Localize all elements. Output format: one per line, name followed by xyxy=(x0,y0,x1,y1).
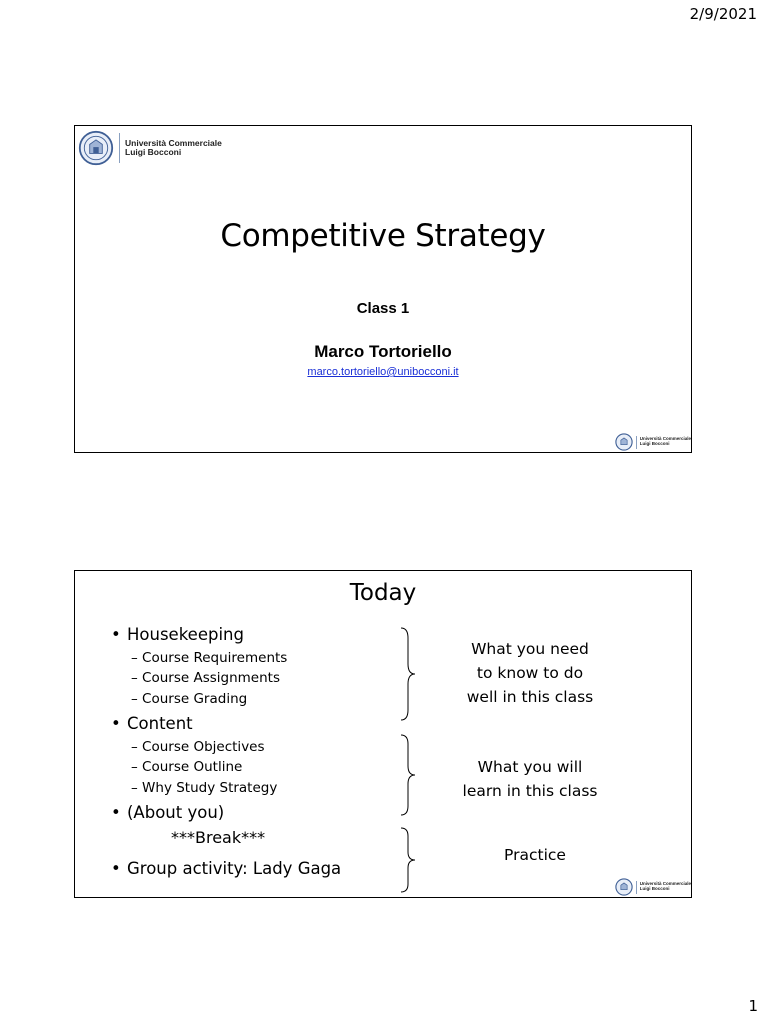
agenda-subitem xyxy=(131,691,247,707)
agenda-item-housekeeping xyxy=(111,625,244,644)
logo-divider xyxy=(119,133,120,163)
university-seal-icon xyxy=(78,130,114,166)
callout-need-to-know xyxy=(445,637,615,709)
agenda-item-label: Housekeeping xyxy=(127,625,244,644)
author-name: Marco Tortoriello xyxy=(314,342,452,361)
slide-title: Today xyxy=(349,580,417,606)
agenda-subitem-label: Course Grading xyxy=(142,691,248,707)
logo-text xyxy=(640,882,691,891)
callout-line: What you need xyxy=(471,640,589,658)
callout-line: Practice xyxy=(504,846,566,864)
logo-text xyxy=(125,139,222,157)
agenda-subitem-label: Course Requirements xyxy=(142,650,288,666)
brace-icon xyxy=(397,626,419,722)
university-seal-icon xyxy=(615,433,633,451)
page-date: 2/9/2021 xyxy=(689,5,757,23)
callout-will-learn xyxy=(445,755,615,803)
logo-line-1: Università Commerciale xyxy=(639,881,691,887)
dash-marker: – xyxy=(131,739,138,755)
break-label: ***Break*** xyxy=(171,828,266,847)
footer-logo xyxy=(615,433,691,451)
footer-logo xyxy=(615,878,691,896)
agenda-subitem-label: Course Outline xyxy=(142,759,243,775)
callout-line: learn in this class xyxy=(462,782,598,800)
agenda-item-about-you xyxy=(111,803,224,822)
agenda-item-label: Content xyxy=(127,714,193,733)
agenda-slide xyxy=(74,570,692,898)
callout-line: to know to do xyxy=(476,664,584,682)
agenda-item-label: (About you) xyxy=(127,803,225,822)
brace-icon xyxy=(397,733,419,817)
bullet-marker: • xyxy=(111,714,121,733)
dash-marker: – xyxy=(131,759,138,775)
logo-line-1: Università Commerciale xyxy=(125,138,222,149)
bullet-marker: • xyxy=(111,859,121,878)
logo-text xyxy=(640,437,691,446)
brace-icon xyxy=(397,826,419,894)
slide-title: Competitive Strategy xyxy=(220,218,546,254)
agenda-subitem xyxy=(131,759,242,775)
agenda-subitem-label: Why Study Strategy xyxy=(142,780,278,796)
dash-marker: – xyxy=(131,691,138,707)
title-slide xyxy=(74,125,692,453)
page-number: 1 xyxy=(748,997,758,1015)
email-row xyxy=(75,366,691,378)
agenda-subitem-label: Course Objectives xyxy=(142,739,265,755)
agenda-subitem xyxy=(131,670,280,686)
callout-line: What you will xyxy=(477,758,583,776)
email-link[interactable]: marco.tortoriello@unibocconi.it xyxy=(307,366,459,378)
agenda-item-label: Group activity: Lady Gaga xyxy=(127,859,342,878)
dash-marker: – xyxy=(131,650,138,666)
logo-line-1: Università Commerciale xyxy=(639,436,691,442)
dash-marker: – xyxy=(131,670,138,686)
class-label: Class 1 xyxy=(356,300,410,317)
logo-line-2: Luigi Bocconi xyxy=(125,147,182,157)
agenda-item-group-activity xyxy=(111,859,341,878)
logo-line-2: Luigi Bocconi xyxy=(639,886,670,891)
callout-line: well in this class xyxy=(466,688,594,706)
agenda-subitem xyxy=(131,780,277,796)
logo-line-2: Luigi Bocconi xyxy=(639,441,670,446)
agenda-subitem xyxy=(131,650,287,666)
callout-practice xyxy=(450,843,620,867)
agenda-subitem xyxy=(131,739,265,755)
agenda-subitem-label: Course Assignments xyxy=(142,670,280,686)
logo-divider xyxy=(636,881,637,894)
logo-divider xyxy=(636,436,637,449)
agenda-item-content xyxy=(111,714,193,733)
bullet-marker: • xyxy=(111,625,121,644)
university-seal-icon xyxy=(615,878,633,896)
bullet-marker: • xyxy=(111,803,121,822)
dash-marker: – xyxy=(131,780,138,796)
university-logo xyxy=(78,130,222,166)
